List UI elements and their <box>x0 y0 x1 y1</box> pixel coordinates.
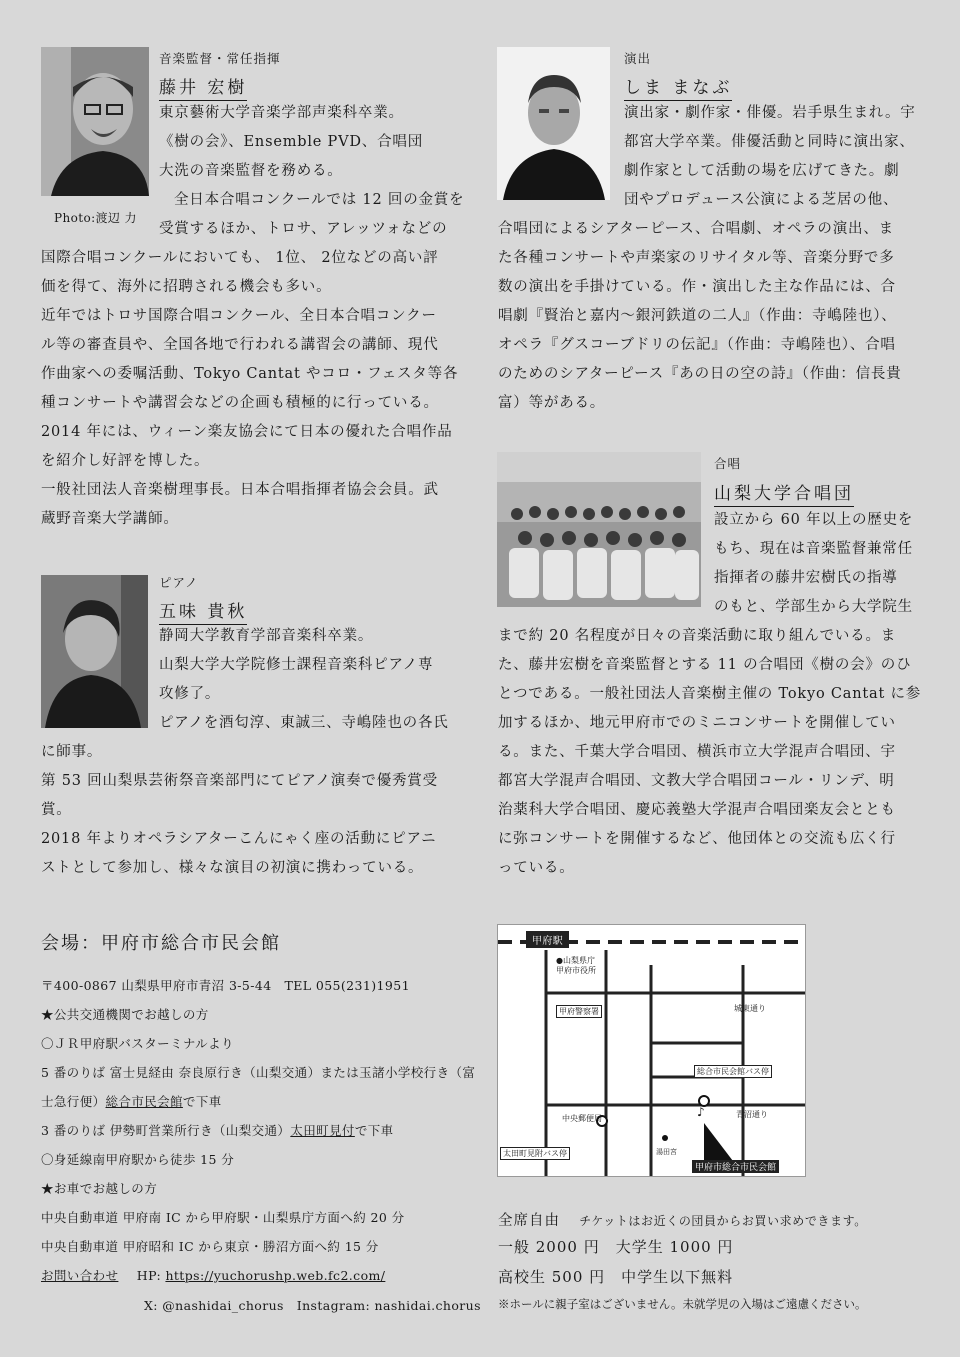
gomi-line: 静岡大学教育学部音楽科卒業。 <box>159 628 374 644</box>
fujii-line: 国際合唱コンクールにおいても、 1位、 2位などの高い評 <box>41 250 439 266</box>
car-info: 中央自動車道 甲府昭和 IC から東京・勝沼方面へ約 15 分 <box>41 1239 379 1254</box>
bus5-info: 5 番のりば 富士見経由 奈良原行き（山梨交通）または玉諸小学校行き（富 <box>41 1065 476 1080</box>
shima-line: オペラ『グスコーブドリの伝記』（作曲：寺嶋陸也）、合唱 <box>498 337 896 353</box>
contact-line <box>41 1266 385 1284</box>
gomi-line: に師事。 <box>41 744 103 760</box>
public-transport-header: ★公共交通機関でお越しの方 <box>41 1007 209 1022</box>
shima-line: のためのシアターピース『あの日の空の詩』（作曲：信長貴 <box>498 366 902 382</box>
map-hall: 甲府市総合市民会館 <box>692 1160 779 1173</box>
choir-line: もち、現在は音楽監督兼常任 <box>714 541 913 557</box>
gomi-photo <box>41 575 148 728</box>
choir-line: とつである。一般社団法人音楽樹主催の Tokyo Cantat に参 <box>498 686 922 702</box>
bus3-stop: 太田町見付 <box>290 1123 355 1138</box>
gomi-line: 賞。 <box>41 802 72 818</box>
gomi-line: 第 53 回山梨県芸術祭音楽部門にてピアノ演奏で優秀賞受 <box>41 773 438 789</box>
car-info: 中央自動車道 甲府南 IC から甲府駅・山梨県庁方面へ約 20 分 <box>41 1210 405 1225</box>
fujii-line: 蔵野音楽大学講師。 <box>41 511 179 527</box>
bus5-text: で下車 <box>182 1094 222 1109</box>
bus5-stop: 総合市民会館 <box>105 1094 183 1109</box>
map-castle-street: 城東通り <box>734 1004 766 1013</box>
fujii-role: 音楽監督・常任指揮 <box>159 51 281 66</box>
choir-line: に弥コンサートを開催するなど、他団体との交流も広く行 <box>498 831 896 847</box>
shima-line: 富）等がある。 <box>498 395 606 411</box>
gomi-line: 攻修了。 <box>159 686 221 702</box>
choir-line: 設立から 60 年以上の歴史を <box>714 512 914 528</box>
choir-line: る。また、千葉大学合唱団、横浜市立大学混声合唱団、宇 <box>498 744 896 760</box>
choir-line: 指揮者の藤井宏樹氏の指導 <box>714 570 898 586</box>
gomi-line: ストとして参加し、様々な演目の初演に携わっている。 <box>41 860 424 876</box>
sns-info: X: @nashidai_chorus Instagram: nashidai.chorus <box>144 1298 481 1313</box>
photo-credit: Photo:渡辺 力 <box>54 211 137 225</box>
gomi-line: 山梨大学大学院修士課程音楽科ピアノ専 <box>159 657 434 673</box>
shima-line: 合唱団によるシアターピース、合唱劇、オペラの演出、ま <box>498 221 894 237</box>
choir-photo <box>497 452 701 607</box>
shima-photo <box>497 47 610 200</box>
bus5-info-cont <box>41 1092 222 1110</box>
ticket-header <box>498 1209 867 1230</box>
contact-label: お問い合わせ <box>41 1268 119 1283</box>
choir-line: た、藤井宏樹を音楽監督とする 11 の合唱団《樹の会》のひ <box>498 657 912 673</box>
ticket-label: 全席自由 <box>498 1213 560 1229</box>
fujii-line: 受賞するほか、トロサ、アレッツォなどの <box>159 221 448 237</box>
ticket-price-1: 一般 2000 円 大学生 1000 円 <box>498 1238 734 1256</box>
shima-name: しま まなぶ <box>624 73 732 101</box>
car-header: ★お車でお越しの方 <box>41 1181 158 1196</box>
bus3-info <box>41 1121 394 1139</box>
fujii-line: 東京藝術大学音楽学部声楽科卒業。 <box>159 105 404 121</box>
venue-address: 〒400-0867 山梨県甲府市青沼 3-5-44 TEL 055(231)1951 <box>41 978 410 993</box>
shima-line: 演出家・劇作家・俳優。岩手県生まれ。宇 <box>624 105 916 121</box>
shima-line: 団やプロデュース公演による芝居の他、 <box>624 192 899 208</box>
fujii-line: 一般社団法人音楽樹理事長。日本合唱指揮者協会会員。武 <box>41 482 439 498</box>
shima-line: 数の演出を手掛けている。作・演出した主な作品には、合 <box>498 279 896 295</box>
shima-role: 演出 <box>624 51 652 66</box>
fujii-line: 近年ではトロサ国際合唱コンクール、全日本合唱コンクー <box>41 308 437 324</box>
map-ota-bus-stop: 太田町見附バス停 <box>500 1147 570 1160</box>
music-note-icon: ♪ <box>697 1105 705 1119</box>
shima-line: た各種コンサートや声楽家のリサイタル等、音楽分野で多 <box>498 250 895 266</box>
choir-role: 合唱 <box>714 456 742 471</box>
fujii-line: 作曲家への委嘱活動、Tokyo Cantat やコロ・フェスタ等各 <box>41 366 459 382</box>
fujii-photo <box>41 47 149 196</box>
choir-line: 加するほか、地元甲府市でのミニコンサートを開催してい <box>498 715 896 731</box>
map-bus-stop-hall: 総合市民会館バス停 <box>694 1065 772 1078</box>
gomi-line: ピアノを酒匂淳、東誠三、寺嶋陸也の各氏 <box>159 715 449 731</box>
gomi-line: 2018 年よりオペラシアターこんにゃく座の活動にピアニ <box>41 831 437 847</box>
fujii-line: を紹介し好評を博した。 <box>41 453 210 469</box>
walk-info: 〇身延線南甲府駅から徒歩 15 分 <box>41 1152 235 1167</box>
map-post-office: 中央郵便局 <box>562 1114 602 1123</box>
bus3-text: で下車 <box>354 1123 394 1138</box>
fujii-line: 価を得て、海外に招聘される機会も多い。 <box>41 279 332 295</box>
choir-line: っている。 <box>498 860 575 876</box>
jr-info: 〇ＪＲ甲府駅バスターミナルより <box>41 1036 234 1051</box>
map-aonuma-street: 青沼通り <box>736 1110 768 1119</box>
shima-line: 都宮大学卒業。俳優活動と同時に演出家、 <box>624 134 915 150</box>
bus3-text: 3 番のりば 伊勢町営業所行き（山梨交通） <box>41 1123 291 1138</box>
gomi-name: 五味 貴秋 <box>159 597 247 625</box>
fujii-line: 全日本合唱コンクールでは 12 回の金賞を <box>174 192 465 208</box>
hp-link[interactable]: https://yuchorushp.web.fc2.com/ <box>165 1268 386 1283</box>
map-prefecture-office: ●山梨県庁 甲府市役所 <box>556 956 596 975</box>
ticket-footnote: ※ホールに親子室はございません。未就学児の入場はご遠慮ください。 <box>498 1297 867 1311</box>
fujii-line: 大洗の音楽監督を務める。 <box>159 163 343 179</box>
fujii-line: 《樹の会》、Ensemble PVD、合唱団 <box>159 134 424 150</box>
choir-line: 治薬科大学合唱団、慶応義塾大学混声合唱団楽友会ととも <box>498 802 896 818</box>
fujii-name: 藤井 宏樹 <box>159 73 247 101</box>
bus5-text: 士急行便） <box>41 1094 106 1109</box>
map-police: 甲府警察署 <box>556 1005 602 1018</box>
fujii-line: 2014 年には、ウィーン楽友協会にて日本の優れた合唱作品 <box>41 424 453 440</box>
hp-label: HP: <box>136 1268 162 1283</box>
venue-title: 会場：甲府市総合市民会館 <box>41 933 281 954</box>
choir-line: のもと、学部生から大学院生 <box>714 599 913 615</box>
ticket-note: チケットはお近くの団員からお買い求めできます。 <box>579 1214 867 1228</box>
choir-line: 都宮大学混声合唱団、文教大学合唱団コール・リンデ、明 <box>498 773 895 789</box>
gomi-role: ピアノ <box>159 575 199 590</box>
access-map <box>497 924 806 1177</box>
map-station: 甲府駅 <box>526 931 569 948</box>
fujii-line: 種コンサートや講習会などの企画も積極的に行っている。 <box>41 395 439 411</box>
choir-line: まで約 20 名程度が日々の音楽活動に取り組んでいる。ま <box>498 628 897 644</box>
fujii-line: ル等の審査員や、全国各地で行われる講習会の講師、現代 <box>41 337 439 353</box>
shima-line: 劇作家として活動の場を広げてきた。劇 <box>624 163 900 179</box>
map-shrine: 湯田宮 <box>656 1148 677 1156</box>
shima-line: 唱劇『賢治と嘉内～銀河鉄道の二人』（作曲：寺嶋陸也）、 <box>498 308 897 324</box>
choir-name: 山梨大学合唱団 <box>714 479 854 507</box>
ticket-price-2: 高校生 500 円 中学生以下無料 <box>498 1268 734 1286</box>
